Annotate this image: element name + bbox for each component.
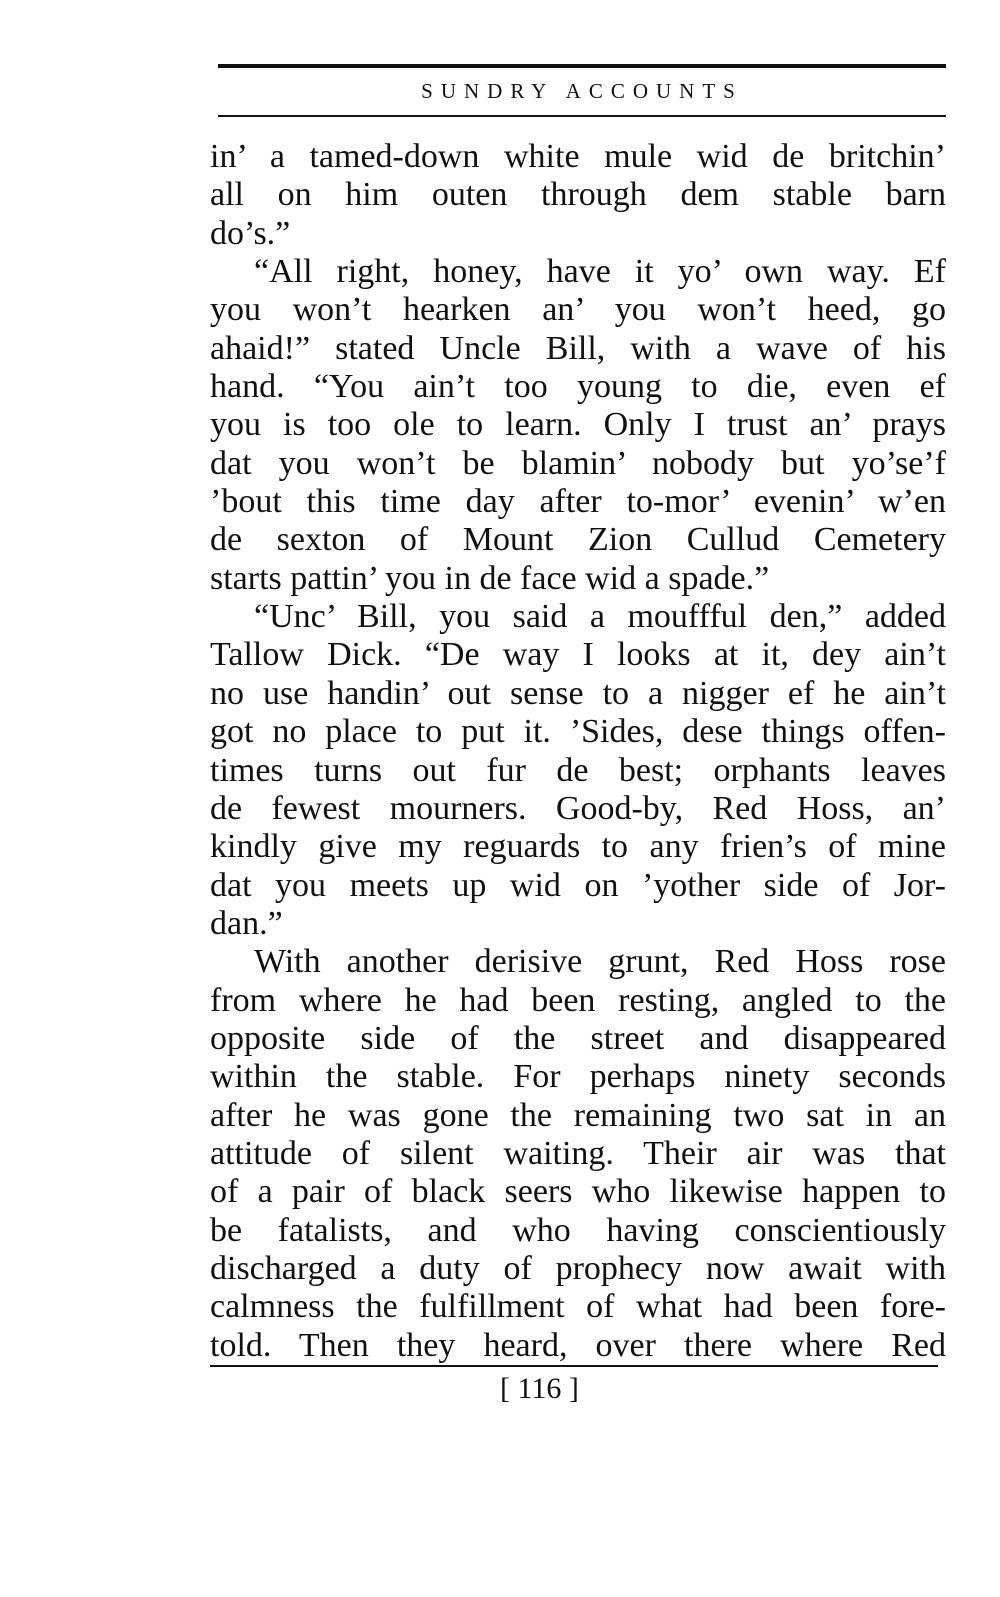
text-line: “Unc’ Bill, you said a mouffful den,” added — [254, 598, 946, 636]
text-line: dat you won’t be blamin’ nobody but yo’se’f — [210, 444, 946, 482]
text-line: do’s.” — [210, 214, 291, 252]
text-line: ’bout this time day after to-mor’ evenin’ w’en — [210, 483, 946, 521]
text-line: be fatalists, and who having conscientiously — [210, 1211, 946, 1249]
text-line: got no place to put it. ’Sides, dese things offen- — [210, 713, 946, 751]
text-line: you is too ole to learn. Only I trust an’ prays — [210, 406, 946, 444]
text-line: of a pair of black seers who likewise happen to — [210, 1173, 946, 1211]
page-number: [ 116 ] — [500, 1372, 579, 1405]
text-line: hand. “You ain’t too young to die, even ef — [210, 368, 946, 406]
text-line: calmness the fulfillment of what had been fore- — [210, 1288, 946, 1326]
text-line: “All right, honey, have it yo’ own way. Ef — [254, 253, 946, 291]
text-line: in’ a tamed-down white mule wid de britchin’ — [210, 138, 946, 175]
text-line: from where he had been resting, angled to the — [210, 981, 946, 1019]
running-head: SUNDRY ACCOUNTS — [421, 79, 743, 103]
text-line: within the stable. For perhaps ninety seconds — [210, 1058, 946, 1096]
header-rule-top — [218, 64, 946, 68]
text-line: starts pattin’ you in de face wid a spade.” — [210, 559, 770, 597]
text-line: all on him outen through dem stable barn — [210, 176, 946, 214]
text-line: dan.” — [210, 904, 283, 942]
text-line: told. Then they heard, over there where Red — [210, 1326, 946, 1364]
text-line: no use handin’ out sense to a nigger ef he ain’t — [210, 674, 946, 712]
text-line: dat you meets up wid on ’yother side of Jor- — [210, 866, 946, 904]
text-line: kindly give my reguards to any frien’s of mine — [210, 828, 946, 866]
text-line: times turns out fur de best; orphants leaves — [210, 751, 946, 789]
footer-rule — [210, 1365, 938, 1367]
text-line: opposite side of the street and disappeared — [210, 1019, 946, 1057]
text-line: you won’t hearken an’ you won’t heed, go — [210, 291, 946, 329]
text-line: after he was gone the remaining two sat in an — [210, 1096, 946, 1134]
text-line: de sexton of Mount Zion Cullud Cemetery — [210, 521, 946, 559]
text-line: attitude of silent waiting. Their air was that — [210, 1134, 946, 1172]
text-line: discharged a duty of prophecy now await with — [210, 1249, 946, 1287]
text-line: With another derisive grunt, Red Hoss rose — [254, 943, 946, 981]
text-line: Tallow Dick. “De way I looks at it, dey ain’t — [210, 636, 946, 674]
header-rule-bottom — [218, 115, 946, 117]
body-text — [210, 138, 946, 1365]
text-line: ahaid!” stated Uncle Bill, with a wave of his — [210, 329, 946, 367]
text-line: de fewest mourners. Good-by, Red Hoss, an’ — [210, 789, 946, 827]
